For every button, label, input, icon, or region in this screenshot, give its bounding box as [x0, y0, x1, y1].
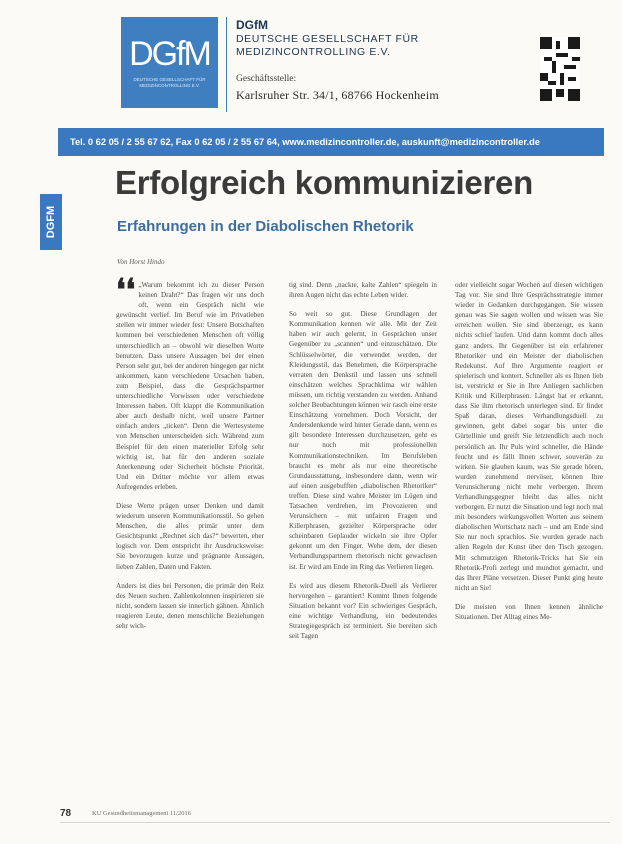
page-number: 78 — [60, 808, 72, 819]
qr-code-icon — [540, 37, 580, 101]
article-subtitle: Erfahrungen in der Diabolischen Rhetorik — [117, 218, 414, 235]
org-name: DEUTSCHE GESELLSCHAFT FÜR MEDIZINCONTROLLING E.V. — [236, 33, 419, 58]
article-title: Erfolgreich kommunizieren — [115, 164, 533, 201]
paragraph: Anders ist dies bei Personen, die primär den Reiz des Neuen suchen. Zahlenkolonnen inspirieren sie nicht, sondern lassen sie innerlich gähnen. Ähnlich reagieren Leute, denen menschliche Beziehungen sehr wich- — [116, 581, 264, 630]
paragraph: Die meisten von Ihnen kennen ähnliche Situationen. Der Alltag eines Me- — [455, 602, 603, 621]
office-address: Karlsruher Str. 34/1, 68766 Hockenheim — [236, 88, 439, 102]
contact-line: Tel. 0 62 05 / 2 55 67 62, Fax 0 62 05 / 2 55 67 64, www.medizincontroller.de, auskunft@medizincontroller.de — [70, 137, 540, 147]
paragraph: Es wird aus diesem Rhetorik-Duell als Verlierer hervorgehen – garantiert! Kommt Ihnen folgende Situation bekannt vor? Ein schwieriges Gespräch, eine wichtige Verhandlung, ein bedeutendes Strategiegespräch ist terminiert. Sie bereiten sich seit Tagen — [289, 581, 437, 641]
footer-divider — [60, 822, 610, 823]
header-divider — [226, 17, 227, 112]
paragraph: So weit so gut. Diese Grundlagen der Kommunikation kennen wir alle. Mit der Zeit haben wir auch gelernt, in Gesprächen unser Gegenüber zu „scannen“ und einzuschätzen. Die Schlüsselwörter, die verwendet werden, der Kleidungsstil, das Benehmen, die Körpersprache verraten den Denkstil und lassen uns schnell einschätzen welches Sprachklima wir wählen müssen, um richtig verstanden zu werden. Anhand solcher Beobachtungen können wir rasch eine erste Einschätzung vornehmen. Doch Vorsicht, der Andersdenkende wird hinter Gerade dann, wenn es gilt besondere Interessen durchzusetzen, geht es nur noch mit professionellen Kommunikationstechniken. Im Berufsleben braucht es mehr als nur eine theoretische Grundausstattung, insbesondere dann, wenn wir auf einen ausgebufften „diabolischen Rhetoriker“ treffen. Diese sind wahre Meister im Lügen und Tatsachen verdrehen, im Provozieren und Verunsichern – mit unfairen Fragen und Killerphrasen, gezielter Körpersprache oder scheinbaren Geplauder wickeln sie ihre Opfer gekonnt um den Finger. Wehe dem, der diesen Verhandlungspartnern rhetorisch nicht gewachsen ist. Er wird am Ende im Ring das Verlieren liegen. — [289, 310, 437, 571]
dgfm-logo — [121, 17, 218, 108]
org-abbreviation: DGfM — [236, 18, 268, 32]
paragraph: tig sind. Denn „nackte, kalte Zahlen“ spiegeln in ihren Augen nicht das echte Leben wider. — [289, 281, 437, 300]
quote-mark-icon: ❛❛ — [116, 274, 136, 307]
side-tab-label: DGFM — [45, 205, 58, 239]
text-column-2 — [289, 280, 437, 650]
logo-subtitle: DEUTSCHE GESELLSCHAFT FÜR MEDIZINCONTROLLING E.V. — [133, 77, 206, 88]
text-column-3 — [455, 280, 603, 631]
office-label: Geschäftsstelle: — [236, 74, 297, 84]
paragraph: Diese Werte prägen unser Denken und damit wiederum unseren Kommunikationsstil. So gehen Menschen, die alles primär unter dem Gesichtspunkt „Rechnet sich das?“ bewerten, eher logisch vor. Dem entspricht ihr Ausdrucksweise: Sie bevorzugen kurze und prägnante Aussagen, lieben Zahlen, Daten und Fakten. — [116, 501, 264, 571]
publication-footer: KU Gesundheitsmanagement 11/2016 — [92, 810, 192, 817]
paragraph: „Warum bekommt ich zu dieser Person keinen Draht?“ Das fragen wir uns doch oft, wenn ein Gespräch nicht wie gewünscht verlief. Im Beruf wie im Privatleben stellen wir immer wieder fest: Unsere Botschaften kommen bei verschiedenen Menschen oft völlig unterschiedlich an – obwohl wir dieselben Worte benutzen. Dass unsere Aussagen bei der einen Person sehr gut, bei der anderen hingegen gar nicht ankommen, kann verschiedene Ursachen haben, zum Beispiel, dass die Gesprächspartner unterschiedliche Vorwissen oder verschiedene Interessen haben. Oft klappt die Kommunikation aber auch deshalb nicht, weil unsere Partner einfach anders „ticken“. Denn die Wertesysteme von Menschen unterscheiden sich. Während zum Beispiel für den einen materieller Erfolg sehr wichtig ist, hat für den anderen soziale Anerkennung oder Sicherheit höchste Priorität. Und ein Dritter möchte vor allem etwas Aufregendes erleben. — [116, 281, 264, 491]
section-side-tab — [40, 194, 62, 250]
article-byline: Von Horst Hindo — [117, 258, 165, 266]
paragraph: oder vielleicht sogar Wochen auf diesen wichtigen Tag vor. Sie sind Ihre Gesprächsstrategie immer wieder in Gedanken durchgegangen. Sie wissen genau was Sie sagen wollen und wissen was Sie erreichen wollen. Sie sind überzeugt, es kann nichts schief laufen. Und dann kommt doch alles ganz anders. Ihr Gegenüber ist ein erfahrener Rhetoriker und ein Meister der diabolischen Redekunst. Auf Ihre Argumente reagiert er spielerisch und kontert. Schneller als es Ihnen lieb ist, verstrickt er Sie in Ihre Anliegen sachlichen Kritik und Killerphrasen. Längst hat er erkannt, dass Sie ihm rhetorisch unterlegen sind. Er findet Spaß daran, dieses Verhandlungsduell zu gewinnen, geht dabei sogar bis unter die Gürtellinie und greift Sie letztendlich auch noch persönlich an. Ihr Puls wird schneller, die Hände feucht und es fällt Ihnen schwer, souverän zu wirken. Sie glauben kaum, was Sie gerade hören, wurden zunehmend nervöser, können Ihre Verunsicherung nicht mehr verbergen. Ihrem Verhandlungsgegner bleibt das alles nicht verborgen. Er nutzt die Situation und legt noch mal mit besonders wirkungsvollen Worten aus seinem diabolischen Wortschatz nach – und am Ende sind Sie nur noch sprachlos. Sie wurden gerade nach allen Regeln der Kunst über den Tisch gezogen. Mit schmutzigen Rhetorik-Tricks hat Sie ein Rhetorik-Profi zerlegt und mundtot gemacht, und das Ihrer Pläne versetzen. Dieser Punkt ging heute nicht an Sie! — [455, 281, 603, 592]
text-column-1 — [116, 274, 264, 640]
logo-letters: DGfM — [129, 35, 210, 74]
contact-bar — [58, 128, 604, 156]
